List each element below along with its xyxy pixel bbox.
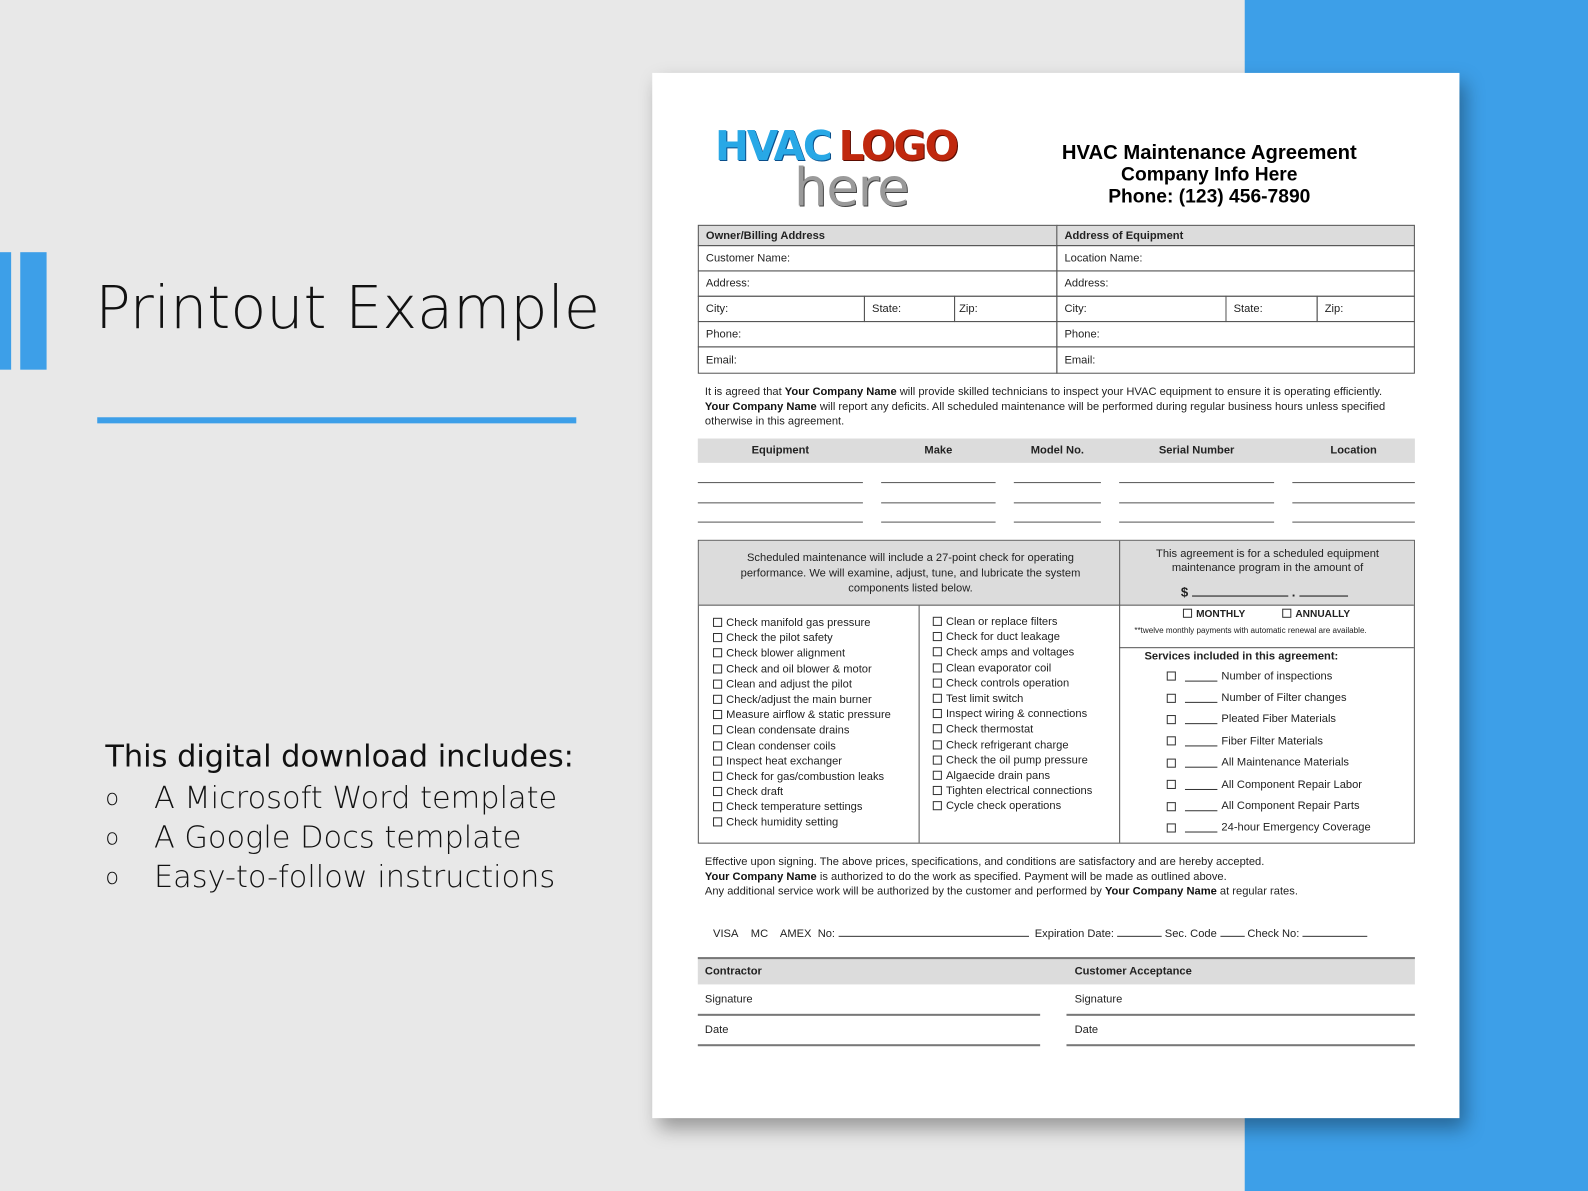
- form-title: HVAC Maintenance Agreement: [1061, 141, 1357, 165]
- checkbox[interactable]: [713, 664, 722, 673]
- text: will provide skilled technicians to inspect your HVAC equipment to ensure it is operating efficiently.: [896, 385, 1383, 399]
- service-item[interactable]: [1167, 730, 1371, 752]
- item-label: Clean or replace filters: [945, 615, 1058, 628]
- include-item: [105, 779, 574, 818]
- checklist-item[interactable]: [713, 663, 891, 678]
- label: MONTHLY: [1196, 608, 1246, 620]
- item-label: Measure airflow & static pressure: [726, 709, 891, 722]
- equipment-column-header: Location: [1330, 444, 1377, 457]
- item-label: Check for gas/combustion leaks: [726, 770, 885, 783]
- terms: [705, 855, 1298, 899]
- item-label: Check manifold gas pressure: [726, 616, 871, 629]
- amount-text: This agreement is for a scheduled equipment maintenance program in the amount of: [1156, 547, 1379, 575]
- dollar-sign: $: [1180, 584, 1189, 600]
- checkbox[interactable]: [1282, 609, 1291, 618]
- sec-code-field[interactable]: [1220, 936, 1244, 937]
- equipment-entry-line[interactable]: [881, 502, 995, 503]
- checklist-item[interactable]: [713, 678, 891, 693]
- item-label: Clean and adjust the pilot: [726, 678, 852, 691]
- blank-field[interactable]: [1185, 823, 1217, 833]
- monthly-option[interactable]: [1183, 609, 1245, 620]
- checklist-item[interactable]: [713, 771, 891, 786]
- equipment-entry-line[interactable]: [1119, 522, 1274, 523]
- service-label: Fiber Filter Materials: [1221, 735, 1323, 748]
- logo-text: LOGO: [838, 123, 958, 171]
- equipment-entry-line[interactable]: [1119, 502, 1274, 503]
- title-underline: [97, 417, 576, 423]
- customer-heading: Customer Acceptance: [1074, 965, 1192, 978]
- checklist-item[interactable]: [713, 740, 891, 755]
- equipment-address-heading: Address of Equipment: [1056, 225, 1415, 246]
- equipment-column-header: Model No.: [1030, 444, 1084, 457]
- checklist-item[interactable]: [933, 800, 1093, 815]
- company-name: Your Company Name: [1104, 885, 1217, 898]
- equipment-column-header: Make: [924, 444, 953, 457]
- item-label: Check blower alignment: [726, 647, 846, 660]
- checkbox[interactable]: [933, 694, 942, 703]
- customer-date-label: Date: [1074, 1023, 1099, 1037]
- checklist-left: [713, 617, 891, 832]
- mc-option[interactable]: MC: [750, 927, 769, 940]
- logo-text: HVAC: [715, 123, 831, 171]
- checkbox[interactable]: [713, 725, 722, 734]
- checkbox[interactable]: [933, 786, 942, 795]
- annually-option[interactable]: [1282, 609, 1350, 620]
- item-label: Check humidity setting: [726, 816, 839, 829]
- billing-phone-field[interactable]: Phone:: [698, 321, 1058, 347]
- checkbox[interactable]: [713, 756, 722, 765]
- equipment-entry-line[interactable]: [1119, 482, 1274, 483]
- text: will report any deficits. All scheduled maintenance will be performed during regular business hours unless specified otherwise in this agreement.: [704, 400, 1386, 428]
- company-info: Company Info Here: [1121, 164, 1298, 186]
- checkbox[interactable]: [713, 741, 722, 750]
- billing-zip-field[interactable]: Zip:: [954, 296, 1057, 322]
- amex-option[interactable]: AMEX: [779, 927, 812, 940]
- blank-field[interactable]: [1185, 736, 1217, 746]
- checkbox[interactable]: [1167, 715, 1176, 724]
- contractor-date-line[interactable]: [698, 1044, 1040, 1046]
- service-label: 24-hour Emergency Coverage: [1221, 821, 1371, 834]
- payment-note: **twelve monthly payments with automatic renewal are available.: [1134, 625, 1367, 636]
- checkbox[interactable]: [713, 772, 722, 781]
- checkbox[interactable]: [933, 771, 942, 780]
- company-name: Your Company Name: [784, 385, 897, 399]
- checklist-item[interactable]: [713, 755, 891, 770]
- checkbox[interactable]: [713, 710, 722, 719]
- bullet-icon: o: [105, 825, 119, 851]
- checkbox[interactable]: [933, 632, 942, 641]
- card-number-label: No:: [817, 927, 836, 940]
- company-name: Your Company Name: [704, 870, 817, 883]
- service-item[interactable]: [1167, 687, 1371, 709]
- card-number-field[interactable]: [838, 936, 1028, 937]
- item-label: Check for duct leakage: [945, 631, 1060, 644]
- equipment-entry-line[interactable]: [881, 522, 995, 523]
- billing-email-field[interactable]: Email:: [698, 346, 1058, 373]
- checkbox[interactable]: [933, 755, 942, 764]
- text: at regular rates.: [1216, 885, 1298, 898]
- item-label: Clean condenser coils: [726, 739, 836, 753]
- blank-field[interactable]: [1185, 801, 1217, 811]
- text: Any additional service work will be authorized by the customer and performed by: [704, 885, 1105, 898]
- divider: [919, 606, 920, 843]
- services-heading: Services included in this agreement:: [1144, 650, 1339, 663]
- checkbox[interactable]: [1167, 672, 1176, 681]
- includes-list: [105, 739, 574, 897]
- item-label: Clean condensate drains: [726, 724, 850, 737]
- checkbox[interactable]: [933, 709, 942, 718]
- equipment-entry-line[interactable]: [1014, 482, 1101, 483]
- checklist-item[interactable]: [933, 739, 1093, 754]
- checkbox[interactable]: [1167, 802, 1176, 811]
- checklist-item[interactable]: [933, 647, 1093, 662]
- contractor-heading: Contractor: [704, 965, 762, 978]
- checklist-item[interactable]: [713, 648, 891, 663]
- billing-heading: Owner/Billing Address: [698, 225, 1058, 246]
- label: ANNUALLY: [1295, 608, 1351, 620]
- payment-line: [713, 928, 1367, 940]
- checklist-item[interactable]: [713, 724, 891, 739]
- service-label: Pleated Fiber Materials: [1221, 713, 1336, 726]
- amount-field[interactable]: $ .: [1181, 584, 1348, 599]
- equipment-entry-line[interactable]: [1014, 502, 1101, 503]
- equipment-entry-line[interactable]: [1014, 522, 1101, 523]
- service-item[interactable]: [1167, 795, 1371, 817]
- service-label: Number of Filter changes: [1221, 691, 1347, 704]
- visa-option[interactable]: VISA: [713, 927, 739, 940]
- service-label: Number of inspections: [1221, 670, 1333, 683]
- checklist-item[interactable]: [933, 754, 1093, 769]
- item-label: Test limit switch: [945, 692, 1024, 705]
- checklist-right: [933, 616, 1093, 816]
- checklist-item[interactable]: [713, 786, 891, 801]
- customer-signature-line[interactable]: [1066, 1014, 1414, 1016]
- checkbox[interactable]: [713, 679, 722, 688]
- item-label: Check controls operation: [945, 677, 1070, 690]
- printout-page: [652, 73, 1459, 1118]
- checkbox[interactable]: [933, 740, 942, 749]
- expiration-field[interactable]: [1117, 936, 1162, 937]
- include-item: [105, 858, 574, 897]
- service-label: All Maintenance Materials: [1221, 756, 1350, 769]
- check-no-field[interactable]: [1302, 936, 1367, 937]
- checklist-item[interactable]: [713, 694, 891, 709]
- checklist-item[interactable]: [933, 693, 1093, 708]
- equipment-phone-field[interactable]: Phone:: [1056, 321, 1415, 347]
- checklist-item[interactable]: [713, 709, 891, 724]
- checkbox[interactable]: [933, 648, 942, 657]
- text: is authorized to do the work as specified. Payment will be made as outlined above.: [816, 870, 1227, 883]
- checkbox[interactable]: [1167, 758, 1176, 767]
- checkbox[interactable]: [1167, 823, 1176, 832]
- item-label: Tighten electrical connections: [945, 784, 1093, 798]
- accent-bar: [0, 252, 11, 369]
- billing-address-field[interactable]: Address:: [698, 270, 1058, 296]
- equipment-column-header: Equipment: [751, 444, 810, 457]
- item-label: Check draft: [726, 785, 784, 799]
- equipment-entry-line[interactable]: [698, 522, 863, 523]
- billing-state-field[interactable]: State:: [864, 296, 955, 322]
- item-label: Check the oil pump pressure: [945, 754, 1088, 767]
- item-label: Inspect wiring & connections: [945, 708, 1088, 721]
- equipment-state-field[interactable]: State:: [1225, 296, 1317, 322]
- signature-header: [698, 957, 1415, 984]
- item-label: Inspect heat exchanger: [726, 755, 843, 768]
- checkbox[interactable]: [933, 663, 942, 672]
- text: It is agreed that: [704, 385, 785, 399]
- checkbox[interactable]: [1167, 737, 1176, 746]
- checklist-item[interactable]: [933, 723, 1093, 738]
- checkbox[interactable]: [1183, 609, 1192, 618]
- bullet-icon: o: [105, 864, 119, 891]
- equipment-entry-line[interactable]: [698, 482, 863, 483]
- item-label: Cycle check operations: [945, 800, 1062, 813]
- service-label: All Component Repair Parts: [1221, 800, 1360, 813]
- check-no-label: Check No:: [1247, 927, 1300, 940]
- checklist-item[interactable]: [713, 632, 891, 647]
- item-label: Algaecide drain pans: [945, 769, 1051, 782]
- customer-name-field[interactable]: Customer Name:: [698, 245, 1058, 271]
- checklist-item[interactable]: [933, 785, 1093, 800]
- text: Effective upon signing. The above prices, specifications, and conditions are satisfactory and are hereby accepted.: [704, 855, 1265, 868]
- checkbox[interactable]: [933, 617, 942, 626]
- checkbox[interactable]: [713, 633, 722, 642]
- equipment-zip-field[interactable]: Zip:: [1317, 296, 1415, 322]
- equipment-city-field[interactable]: City:: [1056, 296, 1226, 322]
- checkbox[interactable]: [933, 801, 942, 810]
- customer-signature-label: Signature: [1074, 993, 1123, 1006]
- equipment-entry-line[interactable]: [698, 502, 863, 503]
- include-text: Easy-to-follow instructions: [153, 859, 556, 896]
- blank-field[interactable]: [1185, 693, 1217, 703]
- contractor-signature-line[interactable]: [698, 1014, 1040, 1016]
- blank-field[interactable]: [1185, 779, 1217, 789]
- item-label: Check thermostat: [945, 723, 1034, 736]
- equipment-address-field[interactable]: Address:: [1056, 270, 1415, 296]
- checklist-item[interactable]: [933, 677, 1093, 692]
- equipment-entry-line[interactable]: [881, 482, 995, 483]
- include-item: [105, 818, 574, 857]
- service-item[interactable]: [1167, 665, 1371, 687]
- blank-field[interactable]: [1185, 671, 1217, 681]
- divider: [1119, 541, 1120, 843]
- service-item[interactable]: [1167, 817, 1371, 839]
- sec-code-label: Sec. Code: [1164, 927, 1217, 940]
- item-label: Check temperature settings: [726, 801, 863, 814]
- contractor-date-label: Date: [704, 1023, 729, 1037]
- divider: [1119, 647, 1414, 648]
- checklist-item[interactable]: [933, 708, 1093, 723]
- equipment-column-header: Serial Number: [1158, 444, 1235, 457]
- expiration-label: Expiration Date:: [1034, 927, 1115, 940]
- checklist-item[interactable]: [713, 801, 891, 816]
- checklist-item[interactable]: [713, 617, 891, 632]
- checkbox[interactable]: [713, 787, 722, 796]
- location-name-field[interactable]: Location Name:: [1056, 245, 1415, 271]
- blank-field[interactable]: [1185, 758, 1217, 768]
- service-label: All Component Repair Labor: [1221, 778, 1363, 791]
- checklist-item[interactable]: [933, 662, 1093, 677]
- slide-title: Printout Example: [95, 273, 601, 343]
- company-name: Your Company Name: [704, 400, 817, 413]
- services-list: [1167, 665, 1371, 838]
- checkbox[interactable]: [713, 802, 722, 811]
- checkbox[interactable]: [713, 695, 722, 704]
- checkbox[interactable]: [713, 649, 722, 658]
- customer-date-line[interactable]: [1066, 1044, 1414, 1046]
- checkbox[interactable]: [1167, 693, 1176, 702]
- logo-here: here: [794, 157, 909, 219]
- checklist-item[interactable]: [713, 817, 891, 832]
- item-label: Check and oil blower & motor: [726, 662, 872, 676]
- bullet-icon: o: [105, 785, 119, 812]
- equipment-entry-line[interactable]: [1292, 502, 1415, 503]
- service-item[interactable]: [1167, 709, 1371, 731]
- checklist-item[interactable]: [933, 770, 1093, 785]
- checkbox[interactable]: [933, 724, 942, 733]
- blank-field[interactable]: [1185, 714, 1217, 724]
- service-item[interactable]: [1167, 774, 1371, 796]
- equipment-entry-line[interactable]: [1292, 522, 1415, 523]
- item-label: Clean evaporator coil: [945, 661, 1052, 675]
- form-header: [1037, 142, 1381, 209]
- checkbox[interactable]: [933, 678, 942, 687]
- item-label: Check/adjust the main burner: [726, 693, 872, 706]
- contractor-signature-label: Signature: [704, 993, 753, 1006]
- equipment-email-field[interactable]: Email:: [1056, 346, 1415, 373]
- item-label: Check refrigerant charge: [945, 738, 1069, 751]
- company-phone: Phone: (123) 456-7890: [1108, 186, 1311, 208]
- accent-bar: [20, 252, 46, 369]
- checklist-item[interactable]: [933, 616, 1093, 631]
- include-text: A Google Docs template: [153, 820, 522, 856]
- item-label: Check amps and voltages: [945, 646, 1075, 659]
- maintenance-intro: Scheduled maintenance will include a 27-point check for operating performance. We will examine, adjust, tune, and lubricate the system components listed below.: [740, 551, 1081, 595]
- checklist-item[interactable]: [933, 631, 1093, 646]
- includes-heading: This digital download includes:: [105, 739, 574, 775]
- checkbox[interactable]: [713, 618, 722, 627]
- item-label: Check the pilot safety: [726, 632, 833, 645]
- equipment-entry-line[interactable]: [1292, 482, 1415, 483]
- billing-city-field[interactable]: City:: [698, 296, 865, 322]
- include-text: A Microsoft Word template: [153, 780, 558, 817]
- agreement-intro: [705, 385, 1409, 429]
- checkbox[interactable]: [1167, 780, 1176, 789]
- service-item[interactable]: [1167, 752, 1371, 774]
- checkbox[interactable]: [713, 818, 722, 827]
